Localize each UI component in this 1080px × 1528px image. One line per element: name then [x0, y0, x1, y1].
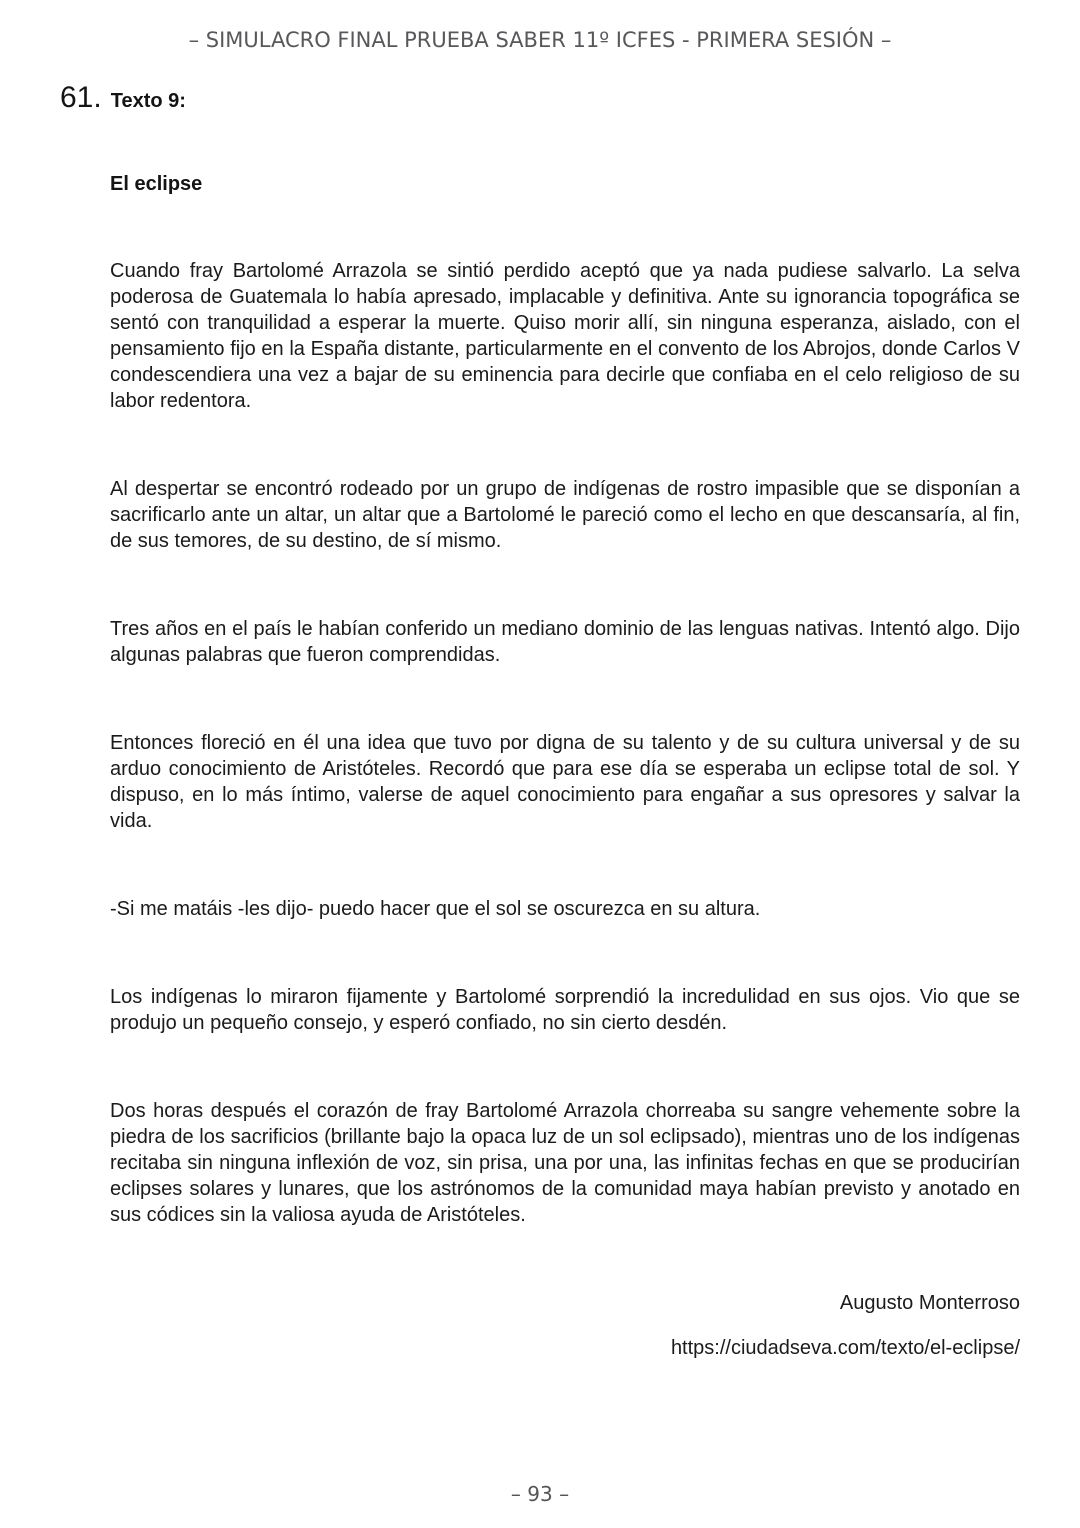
story-paragraph: Entonces floreció en él una idea que tuvo por digna de su talento y de su cultura universal y de su arduo conocimiento de Aristóteles. Recordó que para ese día se esperaba un eclipse total de sol. Y dispuso, en lo más íntimo, valerse de aquel conocimiento para engañar a sus opresores y salvar la vida. [110, 732, 1020, 832]
source-url: https://ciudadseva.com/texto/el-eclipse/ [670, 1337, 1020, 1359]
question-number: 61. [60, 81, 102, 114]
story-title: El eclipse [110, 173, 203, 195]
page-header: – SIMULACRO FINAL PRUEBA SABER 11º ICFES - PRIMERA SESIÓN – [188, 28, 892, 52]
story-paragraph: Cuando fray Bartolomé Arrazola se sintió perdido aceptó que ya nada pudiese salvarlo. La selva poderosa de Guatemala lo había apresado, implacable y definitiva. Ante su ignorancia topográfica se sentó con tranquilidad a esperar la muerte. Quiso morir allí, sin ninguna esperanza, aislado, con el pensamiento fijo en la España distante, particularmente en el convento de los Abrojos, donde Carlos V condescendiera una vez a bajar de su eminencia para decirle que confiaba en el celo religioso de su labor redentora. [110, 260, 1020, 412]
story-paragraph: Al despertar se encontró rodeado por un grupo de indígenas de rostro impasible que se disponían a sacrificarlo ante un altar, un altar que a Bartolomé le pareció como el lecho en que descansaría, al fin, de sus temores, de su destino, de sí mismo. [110, 478, 1020, 552]
author-name: Augusto Monterroso [839, 1292, 1020, 1314]
story-paragraph: Dos horas después el corazón de fray Bartolomé Arrazola chorreaba su sangre vehemente sobre la piedra de los sacrificios (brillante bajo la opaca luz de un sol eclipsado), mientras uno de los indígenas recitaba sin ninguna inflexión de voz, sin prisa, una por una, las infinitas fechas en que se producirían eclipses solares y lunares, que los astrónomos de la comunidad maya habían previsto y anotado en sus códices sin la valiosa ayuda de Aristóteles. [110, 1100, 1020, 1226]
story-paragraph: Los indígenas lo miraron fijamente y Bartolomé sorprendió la incredulidad en sus ojos. Vio que se produjo un pequeño consejo, y esperó confiado, no sin cierto desdén. [110, 986, 1020, 1034]
question-label: Texto 9: [110, 90, 186, 112]
story-paragraph: Tres años en el país le habían conferido un mediano dominio de las lenguas nativas. Intentó algo. Dijo algunas palabras que fueron comprendidas. [110, 618, 1020, 666]
page-number: – 93 – [510, 1482, 570, 1506]
question-row [60, 81, 1080, 115]
story-paragraph: -Si me matáis -les dijo- puedo hacer que el sol se oscurezca en su altura. [110, 898, 761, 920]
